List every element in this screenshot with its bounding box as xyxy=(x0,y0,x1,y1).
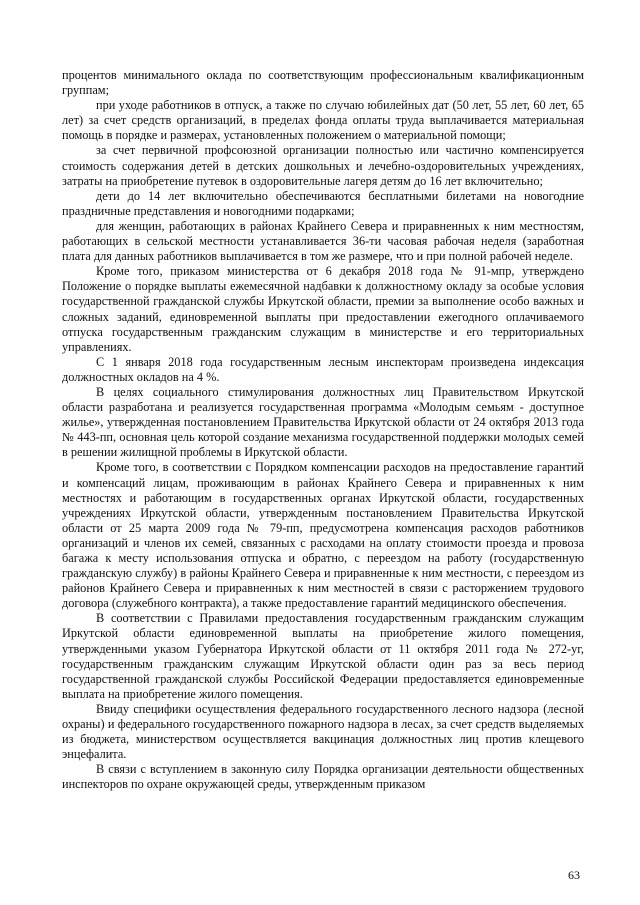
paragraph-salary-indexation: С 1 января 2018 года государственным лесным инспекторам произведена индексация должностных окладов на 4 %. xyxy=(62,354,584,384)
paragraph-far-north-compensation: Кроме того, в соответствии с Порядком компенсации расходов на предоставление гарантий и компенсаций лицам, проживающим в районах Крайнего Севера и приравненных к ним местностях и работающим в государственных органах Иркутской области, государственных учреждениях Иркутской области, утвержденным постановлением Правительства Иркутской области от 25 марта 2009 года № 79-пп, предусмотрена компенсация расходов работников организаций и членов их семей, связанных с расходами на оплату стоимости проезда и провоза багажа к месту использования отпуска и обратно, с переездом на работу (государственную гражданскую службу) в районы Крайнего Севера и приравненные к ним местности, с переездом из районов Крайнего Севера и приравненных к ним местностей в связи с расторжением трудового договора (служебного контракта), а также предоставление гарантий медицинского обеспечения. xyxy=(62,460,584,611)
paragraph-vacation-aid: при уходе работников в отпуск, а также по случаю юбилейных дат (50 лет, 55 лет, 60 лет, 65 лет) за счет средств организаций, в пределах фонда оплаты труда выплачивается материальная помощь в порядке и размерах, установленных положением о материальной помощи; xyxy=(62,98,584,143)
paragraph-young-families-program: В целях социального стимулирования должностных лиц Правительством Иркутской области разработана и реализуется государственная программа «Молодым семьям - доступное жилье», утвержденная постановлением Правительства Иркутской области от 24 октября 2013 года № 443-пп, основная цель которой создание механизма государственной поддержки молодых семей в решении жилищной проблемы в Иркутской области. xyxy=(62,384,584,460)
paragraph-children-tickets: дети до 14 лет включительно обеспечиваются бесплатными билетами на новогодние праздничные представления и новогодними подарками; xyxy=(62,188,584,218)
paragraph-vaccination: Ввиду специфики осуществления федерального государственного лесного надзора (лесной охраны) и федерального государственного пожарного надзора в лесах, за счет средств выделяемых из бюджета, министерством осуществляется вакцинация должностных лиц против клещевого энцефалита. xyxy=(62,701,584,762)
paragraph-housing-payment: В соответствии с Правилами предоставления государственным гражданским служащим Иркутской области единовременной выплаты на приобретение жилого помещения, утвержденными указом Губернатора Иркутской области от 11 октября 2011 года № 272-уг, государственным гражданским служащим Иркутской области один раз за весь период государственной гражданской службы Российской Федерации предоставляется единовременные выплата на приобретение жилого помещения. xyxy=(62,611,584,701)
paragraph-continuation: процентов минимального оклада по соответствующим профессиональным квалификационным группам; xyxy=(62,68,584,98)
paragraph-ministry-order: Кроме того, приказом министерства от 6 декабря 2018 года № 91-мпр, утверждено Положение о порядке выплаты ежемесячной надбавки к должностному окладу за особые условия государственной гражданской службы Иркутской области, премии за выполнение особо важных и сложных заданий, единовременной выплаты при предоставлении ежегодного оплачиваемого отпуска государственным гражданским служащим в министерстве и его территориальных управлениях. xyxy=(62,264,584,354)
paragraph-women-workweek: для женщин, работающих в районах Крайнего Севера и приравненных к ним местностям, работающих в сельской местности устанавливается 36-ти часовая рабочая неделя (заработная плата для данных работников выплачивается в том же размере, что и при полной рабочей неделе. xyxy=(62,218,584,264)
paragraph-public-inspectors: В связи с вступлением в законную силу Порядка организации деятельности общественных инспекторов по охране окружающей среды, утвержденным приказом xyxy=(62,762,584,792)
document-body xyxy=(62,68,584,793)
page-number: 63 xyxy=(568,868,580,882)
paragraph-union-compensation: за счет первичной профсоюзной организации полностью или частично компенсируется стоимость содержания детей в детских дошкольных и лечебно-оздоровительных учреждениях, затраты на приобретение путевок в оздоровительные лагеря детям до 16 лет включительно; xyxy=(62,143,584,188)
